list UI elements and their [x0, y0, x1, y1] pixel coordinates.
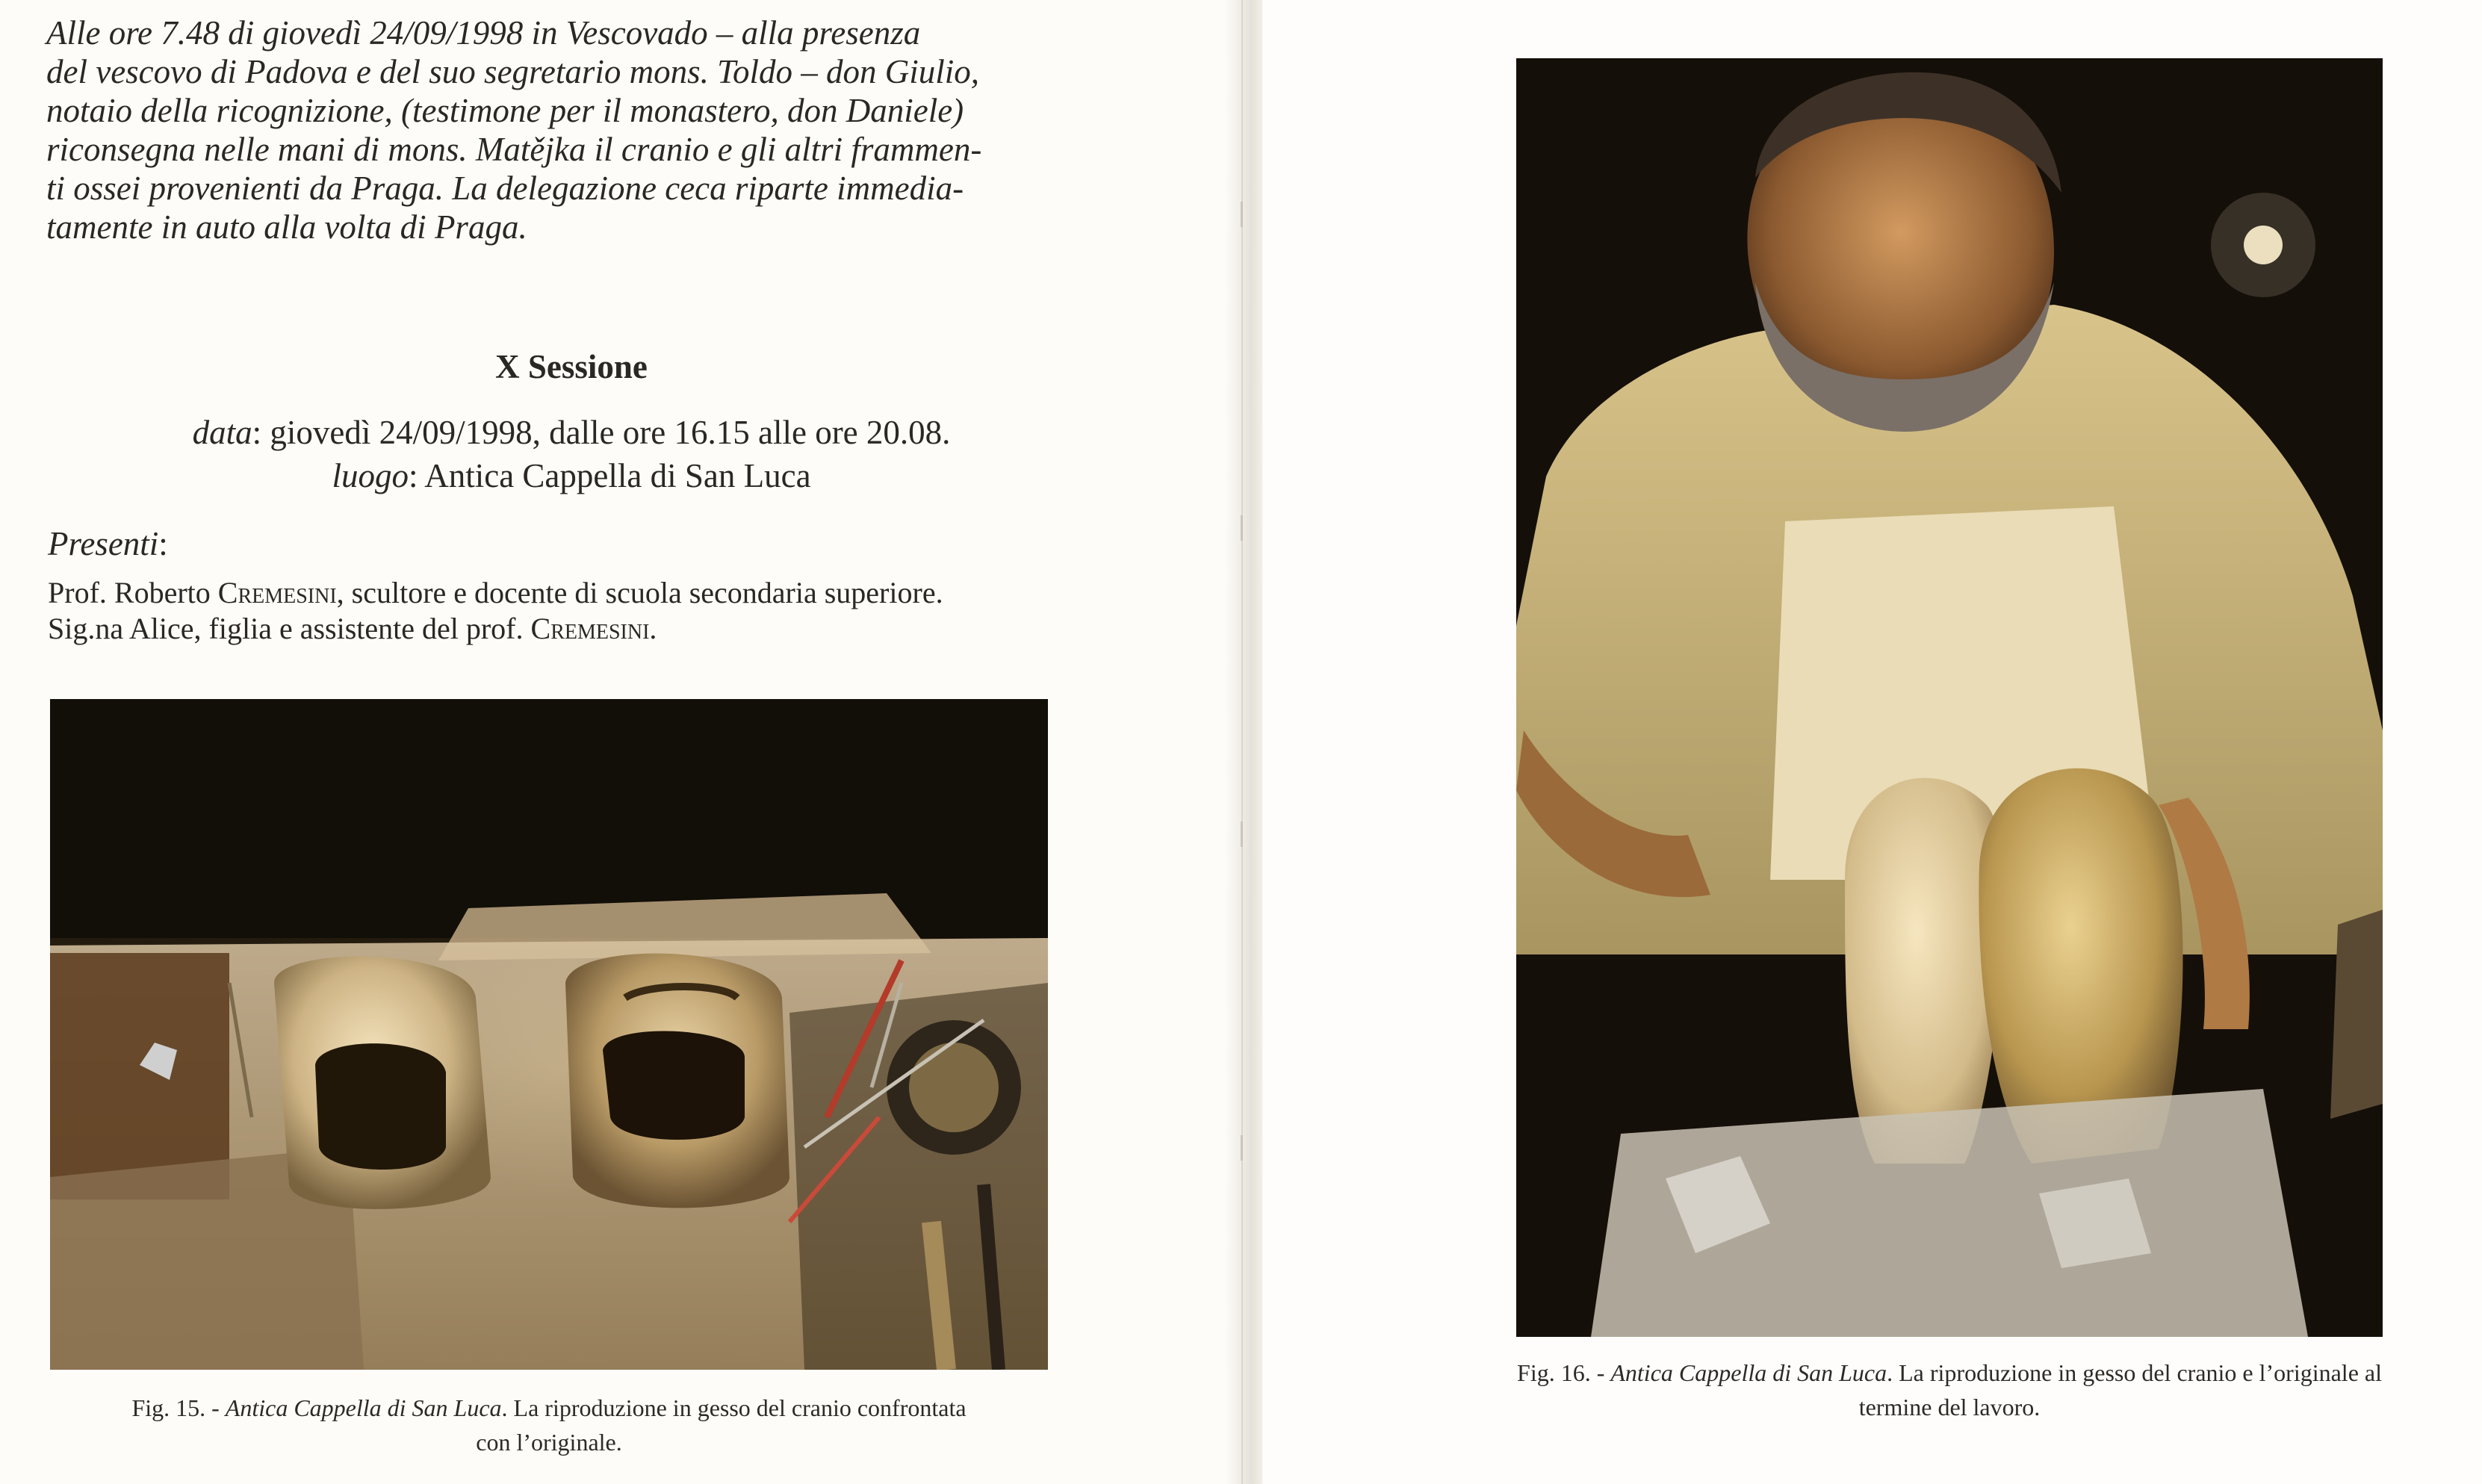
binding-mark — [1241, 1135, 1243, 1161]
present-2-suffix: . — [649, 612, 657, 645]
session-date — [0, 413, 1143, 452]
paragraph-line: del vescovo di Padova e del suo segretario mons. Toldo – don Giulio, — [46, 53, 980, 90]
present-1-prefix: Prof. Roberto — [48, 576, 218, 609]
session-place — [0, 456, 1143, 495]
fig16-text: . La riproduzione in gesso del cranio e l’originale al — [1887, 1359, 2382, 1386]
paragraph-line: riconsegna nelle mani di mons. Matějka il cranio e gli altri frammen- — [46, 131, 982, 168]
fig15-text-line2: con l’originale. — [476, 1429, 622, 1456]
presenti-label: Presenti — [48, 525, 159, 562]
binding-mark — [1241, 515, 1243, 541]
paragraph-line: ti ossei provenienti da Praga. La delegazione ceca riparte immedia- — [46, 170, 964, 207]
fig15-text: . La riproduzione in gesso del cranio confrontata — [501, 1394, 967, 1421]
sculptor-with-skulls-image — [1516, 58, 2383, 1337]
present-1-suffix: , scultore e docente di scuola secondaria superiore. — [336, 576, 943, 609]
fig16-number: Fig. 16. - — [1517, 1359, 1611, 1386]
presenti-colon: : — [158, 525, 168, 562]
paragraph-line: Alle ore 7.48 di giovedì 24/09/1998 in Vescovado – alla presenza — [46, 14, 921, 52]
body-paragraph — [46, 13, 1047, 246]
paragraph-line: notaio della ricognizione, (testimone per il monastero, don Daniele) — [46, 92, 964, 129]
present-2-prefix: Sig.na Alice, figlia e assistente del prof. — [48, 612, 531, 645]
paragraph-line: tamente in auto alla volta di Praga. — [46, 208, 527, 246]
figure-15-caption — [22, 1391, 1076, 1459]
binding-mark — [1241, 822, 1243, 847]
figure-16-photo — [1516, 58, 2383, 1337]
binding-mark — [1241, 202, 1243, 227]
fig16-text-line2: termine del lavoro. — [1858, 1394, 2041, 1421]
place-label: luogo — [332, 457, 409, 494]
figure-16-caption — [1419, 1356, 2480, 1424]
figure-15-photo — [50, 699, 1048, 1370]
present-person-2 — [48, 611, 657, 646]
fig15-place: Antica Cappella di San Luca — [225, 1394, 502, 1421]
present-person-1 — [48, 575, 943, 610]
fig16-place: Antica Cappella di San Luca — [1610, 1359, 1887, 1386]
date-value: : giovedì 24/09/1998, dalle ore 16.15 alle ore 20.08. — [252, 414, 951, 451]
date-label: data — [192, 414, 252, 451]
session-title: X Sessione — [495, 348, 648, 385]
present-1-name: Cremesini — [217, 576, 337, 609]
skulls-comparison-image — [50, 699, 1048, 1370]
presenti-heading — [48, 524, 168, 563]
fig15-number: Fig. 15. - — [131, 1394, 226, 1421]
present-2-name: Cremesini — [530, 612, 650, 645]
place-value: : Antica Cappella di San Luca — [408, 457, 811, 494]
left-page — [0, 0, 1240, 1484]
